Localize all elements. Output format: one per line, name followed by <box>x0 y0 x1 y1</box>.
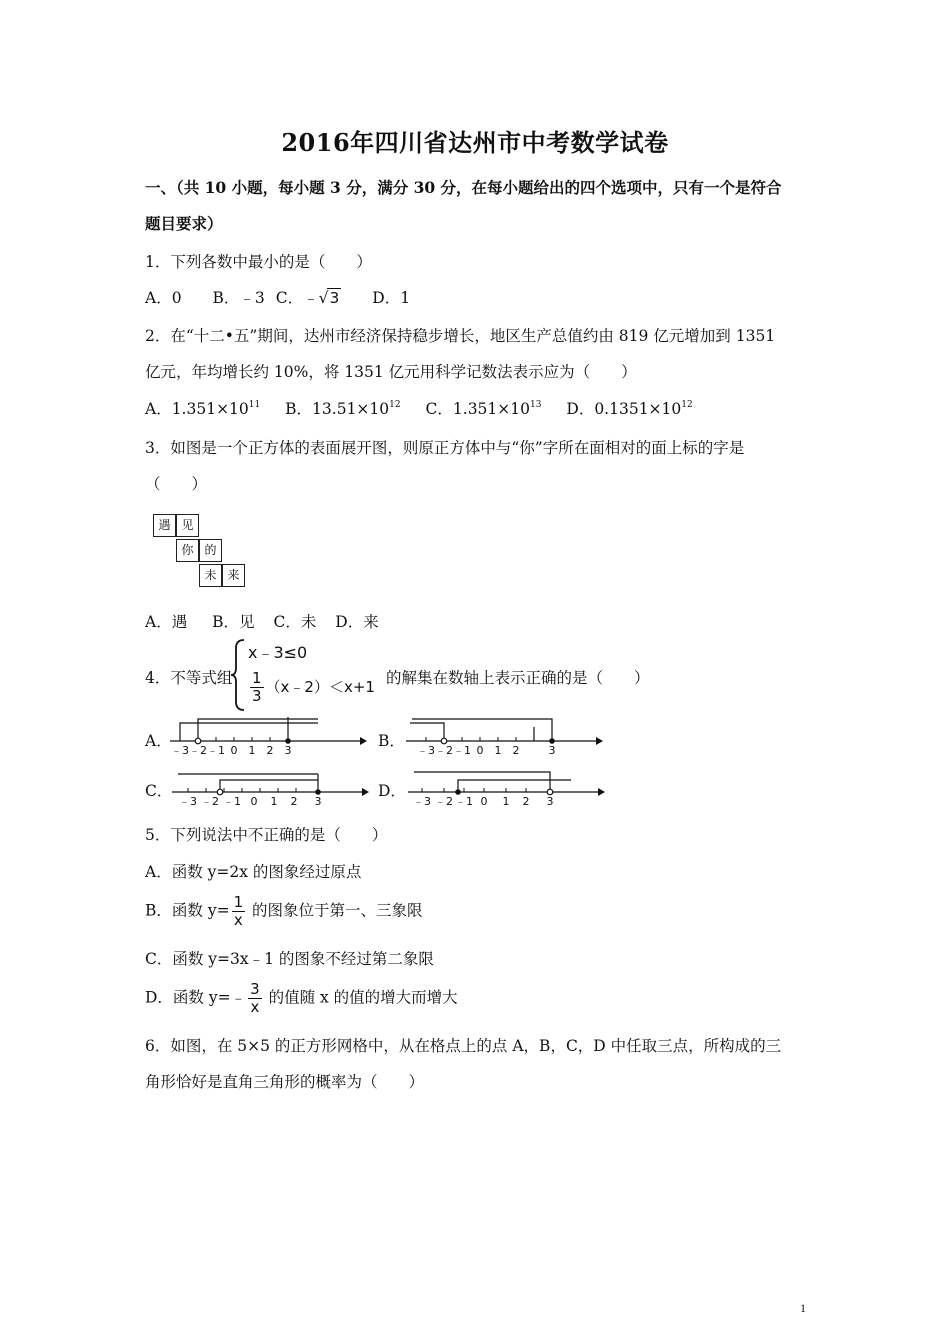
tick-label: ﹣2 <box>189 744 207 757</box>
tick-label: 1 <box>248 744 256 757</box>
tick-label: 2 <box>266 744 274 757</box>
q5-option-d-den: x <box>250 998 260 1016</box>
ineq2-num: 1 <box>252 669 262 687</box>
q4-option-b: B． <box>378 732 405 750</box>
q1-option-d: D．1 <box>372 289 411 307</box>
numberline-c <box>170 766 370 808</box>
tick-label: ﹣1 <box>455 795 473 808</box>
numberline-a <box>168 715 368 757</box>
net-cell-5: 未 <box>199 564 222 587</box>
tick-label: ﹣2 <box>435 744 453 757</box>
page-title: 2016年四川省达州市中考数学试卷 <box>281 128 669 157</box>
closed-point <box>315 789 321 795</box>
tick-label: 2 <box>522 795 530 808</box>
tick-label: 3 <box>284 744 292 757</box>
q4-option-a: A． <box>145 732 172 750</box>
q5-option-d <box>145 981 458 1016</box>
q4-stem-suffix: 的解集在数轴上表示正确的是（ ） <box>386 669 650 687</box>
q3-option-b: B．见 <box>212 613 255 631</box>
tick-label: 1 <box>270 795 278 808</box>
q4-stem-prefix: 4．不等式组 <box>145 669 233 687</box>
net-cell-3: 你 <box>176 539 199 562</box>
tick-label: ﹣1 <box>223 795 241 808</box>
tick-label: 3 <box>546 795 554 808</box>
tick-label: 1 <box>494 744 502 757</box>
open-point <box>217 789 223 795</box>
net-cell-1: 遇 <box>153 514 176 537</box>
tick-label: 0 <box>480 795 488 808</box>
q1-options <box>145 286 410 308</box>
q3-stem-line2: （ ） <box>145 475 208 493</box>
q5-option-d-fraction <box>248 981 262 1016</box>
tick-label: 2 <box>512 744 520 757</box>
section-heading-line2: 题目要求） <box>145 214 223 233</box>
q6-stem-line2: 角形恰好是直角三角形的概率为（ ） <box>145 1073 425 1091</box>
q1-option-a: A．0 <box>145 289 182 307</box>
q5-option-b-num: 1 <box>233 893 244 911</box>
numberline-d <box>406 766 606 808</box>
q5-option-b-prefix: B．函数 y= <box>145 901 230 920</box>
open-point <box>547 789 553 795</box>
q2-option-c-exp: 13 <box>530 400 542 410</box>
tick-label: 3 <box>548 744 556 757</box>
q2-option-a: A．1.351×10 <box>145 400 249 418</box>
ineq2-den: 3 <box>252 687 262 705</box>
net-cell-2: 见 <box>176 514 199 537</box>
q1-option-b: B．﹣3 <box>212 289 265 307</box>
inequality-2 <box>248 670 375 705</box>
tick-label: ﹣3 <box>413 795 431 808</box>
q3-stem-line1: 3．如图是一个正方体的表面展开图，则原正方体中与“你”字所在面相对的面上标的字是 <box>145 439 745 457</box>
q5-option-d-suffix: 的值随 x 的值的增大而增大 <box>263 988 458 1007</box>
brace-icon <box>230 638 246 712</box>
tick-label: ﹣1 <box>453 744 471 757</box>
tick-label: ﹣3 <box>179 795 197 808</box>
tick-label: 0 <box>230 744 238 757</box>
tick-label: 3 <box>314 795 322 808</box>
open-point <box>441 738 447 744</box>
q5-option-d-num: 3 <box>250 980 260 998</box>
q6-stem-line1: 6．如图，在 5×5 的正方形网格中，从在格点上的点 A，B，C，D 中任取三点，所构成的三 <box>145 1037 782 1055</box>
tick-label: 0 <box>476 744 484 757</box>
numberline-b <box>404 715 604 757</box>
q1-option-c-prefix: C．﹣ <box>275 289 319 307</box>
closed-point <box>455 789 461 795</box>
q2-option-c: C．1.351×10 <box>425 400 530 418</box>
tick-label: ﹣2 <box>201 795 219 808</box>
closed-point <box>285 738 291 744</box>
net-cell-4: 的 <box>199 539 222 562</box>
q2-option-d: D．0.1351×10 <box>566 400 682 418</box>
tick-label: ﹣2 <box>435 795 453 808</box>
q4-option-d: D． <box>378 782 406 800</box>
tick-label: ﹣3 <box>417 744 435 757</box>
ineq2-fraction <box>250 670 264 705</box>
q5-option-a: A．函数 y=2x 的图象经过原点 <box>145 863 362 881</box>
tick-label: 2 <box>290 795 298 808</box>
sqrt-symbol: √3 <box>318 289 340 307</box>
q3-option-a: A．遇 <box>145 613 188 631</box>
q2-options <box>145 397 693 419</box>
q3-option-c: C．未 <box>273 613 317 631</box>
q2-option-d-exp: 12 <box>681 400 693 410</box>
q2-option-a-exp: 11 <box>248 400 261 410</box>
closed-point <box>549 738 555 744</box>
q2-option-b-exp: 12 <box>389 400 401 410</box>
q1-stem: 1．下列各数中最小的是（ ） <box>145 253 372 271</box>
tick-label: ﹣1 <box>207 744 225 757</box>
q5-option-b-fraction <box>232 894 246 929</box>
tick-label: 0 <box>250 795 258 808</box>
inequality-1: x﹣3≤0 <box>248 643 308 662</box>
q2-option-b: B．13.51×10 <box>285 400 390 418</box>
q3-option-d: D．来 <box>335 613 379 631</box>
q5-stem: 5．下列说法中不正确的是（ ） <box>145 826 388 844</box>
q1-option-c-radicand: 3 <box>329 289 340 307</box>
tick-label: ﹣3 <box>171 744 189 757</box>
section-heading-line1: 一、（共 10 小题，每小题 3 分，满分 30 分，在每小题给出的四个选项中，只有一个是符合 <box>145 178 782 197</box>
tick-label: 1 <box>502 795 510 808</box>
ineq2-rest: （x﹣2）＜x+1 <box>265 678 375 696</box>
q3-options <box>145 610 379 632</box>
q5-option-b-den: x <box>233 911 243 929</box>
q5-option-b <box>145 894 423 929</box>
open-point <box>195 738 201 744</box>
q4-option-c: C． <box>145 782 173 800</box>
q2-stem-line1: 2．在“十二•五”期间，达州市经济保持稳步增长，地区生产总值约由 819 亿元增加到 1351 <box>145 327 776 345</box>
q5-option-d-prefix: D．函数 y=﹣ <box>145 988 247 1007</box>
q5-option-c: C．函数 y=3x﹣1 的图象不经过第二象限 <box>145 950 434 968</box>
q5-option-b-suffix: 的图象位于第一、三象限 <box>247 901 423 920</box>
net-cell-6: 来 <box>222 564 245 587</box>
page-number: 1 <box>800 1301 806 1315</box>
q2-stem-line2: 亿元，年均增长约 10%，将 1351 亿元用科学记数法表示应为（ ） <box>145 363 637 381</box>
